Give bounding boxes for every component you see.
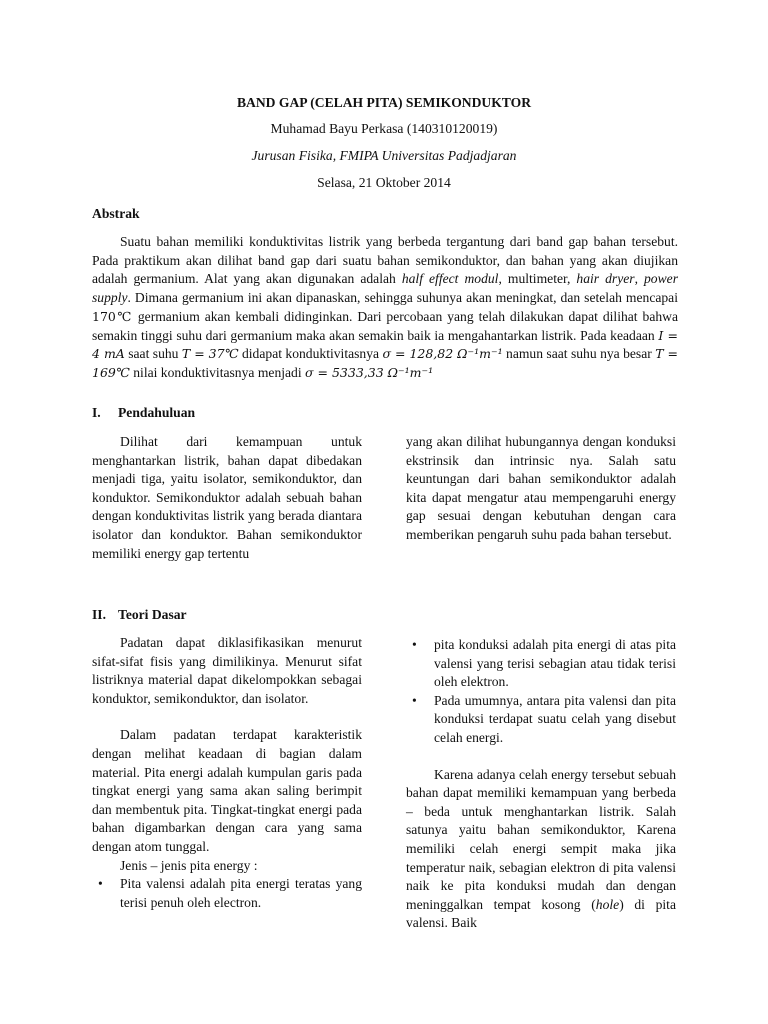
math-temp-low: T = 37℃ xyxy=(181,346,239,362)
section-2-heading: II. Teori Dasar xyxy=(92,607,187,622)
bullet-list xyxy=(406,636,676,748)
list-item: • Pita valensi adalah pita energi teratas yang terisi penuh oleh electron. xyxy=(98,876,362,910)
affiliation-line: Jurusan Fisika, FMIPA Universitas Padjadjaran xyxy=(251,148,517,163)
abstract-body xyxy=(92,233,678,383)
section-2-right-column xyxy=(406,636,676,933)
math-current: I = 4 mA xyxy=(92,327,678,362)
section-1-left-column: Dilihat dari kemampuan untuk menghantarkan listrik, bahan dapat dibedakan menjadi tiga, yaitu isolator, semikonduktor, dan konduktor. Semikonduktor adalah sebuah bahan dengan konduktivitas listrik yang berada diantara isolator dan konduktor. Bahan semikonduktor memiliki energy gap tertentu xyxy=(92,434,362,561)
paragraph: Karena adanya celah energy tersebut sebuah bahan dapat memiliki kemampuan yang berbeda – beda untuk menghantarkan listrik. Salah satunya yaitu bahan semikonduktor, Karena memiliki celah energi sempit maka jika temperatur naik, sebagian elektron di pita valensi naik ke pita konduksi mudah dan dengan meninggalkan tempat kosong (hole) di pita valensi. Baik xyxy=(406,766,676,931)
bullet-list xyxy=(92,875,362,912)
date-line: Selasa, 21 Oktober 2014 xyxy=(317,175,451,190)
paper-title: BAND GAP (CELAH PITA) SEMIKONDUKTOR xyxy=(236,95,532,110)
abstract-paragraph: Suatu bahan memiliki konduktivitas listrik yang berbeda tergantung dari band gap bahan tersebut. Pada praktikum akan dilihat band gap dari suatu bahan semikonduktor, dan bahan yang akan diujikan adalah germanium. Alat yang akan digunakan adalah half effect modul, multimeter, hair dryer, power supply. Dimana germanium ini akan dipanaskan, sehingga suhunya akan meningkat, dan setelah mencapai 170℃ germanium akan kembali didinginkan. Dari percobaan yang telah dilakukan dapat dilihat bahwa semakin tinggi suhu dari germanium maka akan semakin baik ia mengahantarkan listrik. Pada keadaan I = 4 mA saat suhu T = 37℃ didapat konduktivitasnya σ = 128,82 Ω⁻¹m⁻¹ namun saat suhu nya besar T = 169℃ nilai konduktivitasnya menjadi σ = 5333,33 Ω⁻¹m⁻¹ xyxy=(92,234,678,380)
list-item: • Pada umumnya, antara pita valensi dan pita konduksi terdapat suatu celah yang disebut celah energi. xyxy=(412,692,676,745)
paragraph: Jenis – jenis pita energy : xyxy=(120,857,258,873)
math-conductivity-low: σ = 128,82 Ω⁻¹m⁻¹ xyxy=(382,346,503,362)
math-conductivity-high: σ = 5333,33 Ω⁻¹m⁻¹ xyxy=(305,364,434,380)
paragraph: Padatan dapat diklasifikasikan menurut sifat-sifat fisis yang dimilikinya. Menurut sifat listriknya material dapat dikelompokkan sebagai konduktor, semikonduktor, dan isolator. xyxy=(92,635,362,706)
paragraph: Dalam padatan terdapat karakteristik dengan melihat keadaan di bagian dalam material. Pita energi adalah kumpulan garis pada tingkat energi yang sama akan saling berimpit dan membentuk pita. Tingkat-tingkat energi pada bahan digambarkan dengan cara yang sama dengan atom tunggal. xyxy=(92,727,362,854)
author-line: Muhamad Bayu Perkasa (140310120019) xyxy=(270,121,498,136)
abstract-heading: Abstrak xyxy=(92,206,140,221)
section-1-heading: I. Pendahuluan xyxy=(92,405,196,420)
section-2-left-column xyxy=(92,634,362,912)
math-temp-high: T = 169℃ xyxy=(92,346,678,380)
math-temp-max: 170℃ xyxy=(92,308,133,324)
section-1-right-column: yang akan dilihat hubungannya dengan konduksi ekstrinsik dan intrinsic nya. Salah satu keuntungan dari bahan semikonduktor adalah kita dapat mengatur atau mempengaruhi energy gap sesuai dengan kebutuhan dengan cara memberikan pengaruh suhu pada bahan tersebut. xyxy=(406,434,676,542)
list-item: • pita konduksi adalah pita energi di atas pita valensi yang terisi sebagian atau tidak terisi oleh elektron. xyxy=(412,637,676,690)
